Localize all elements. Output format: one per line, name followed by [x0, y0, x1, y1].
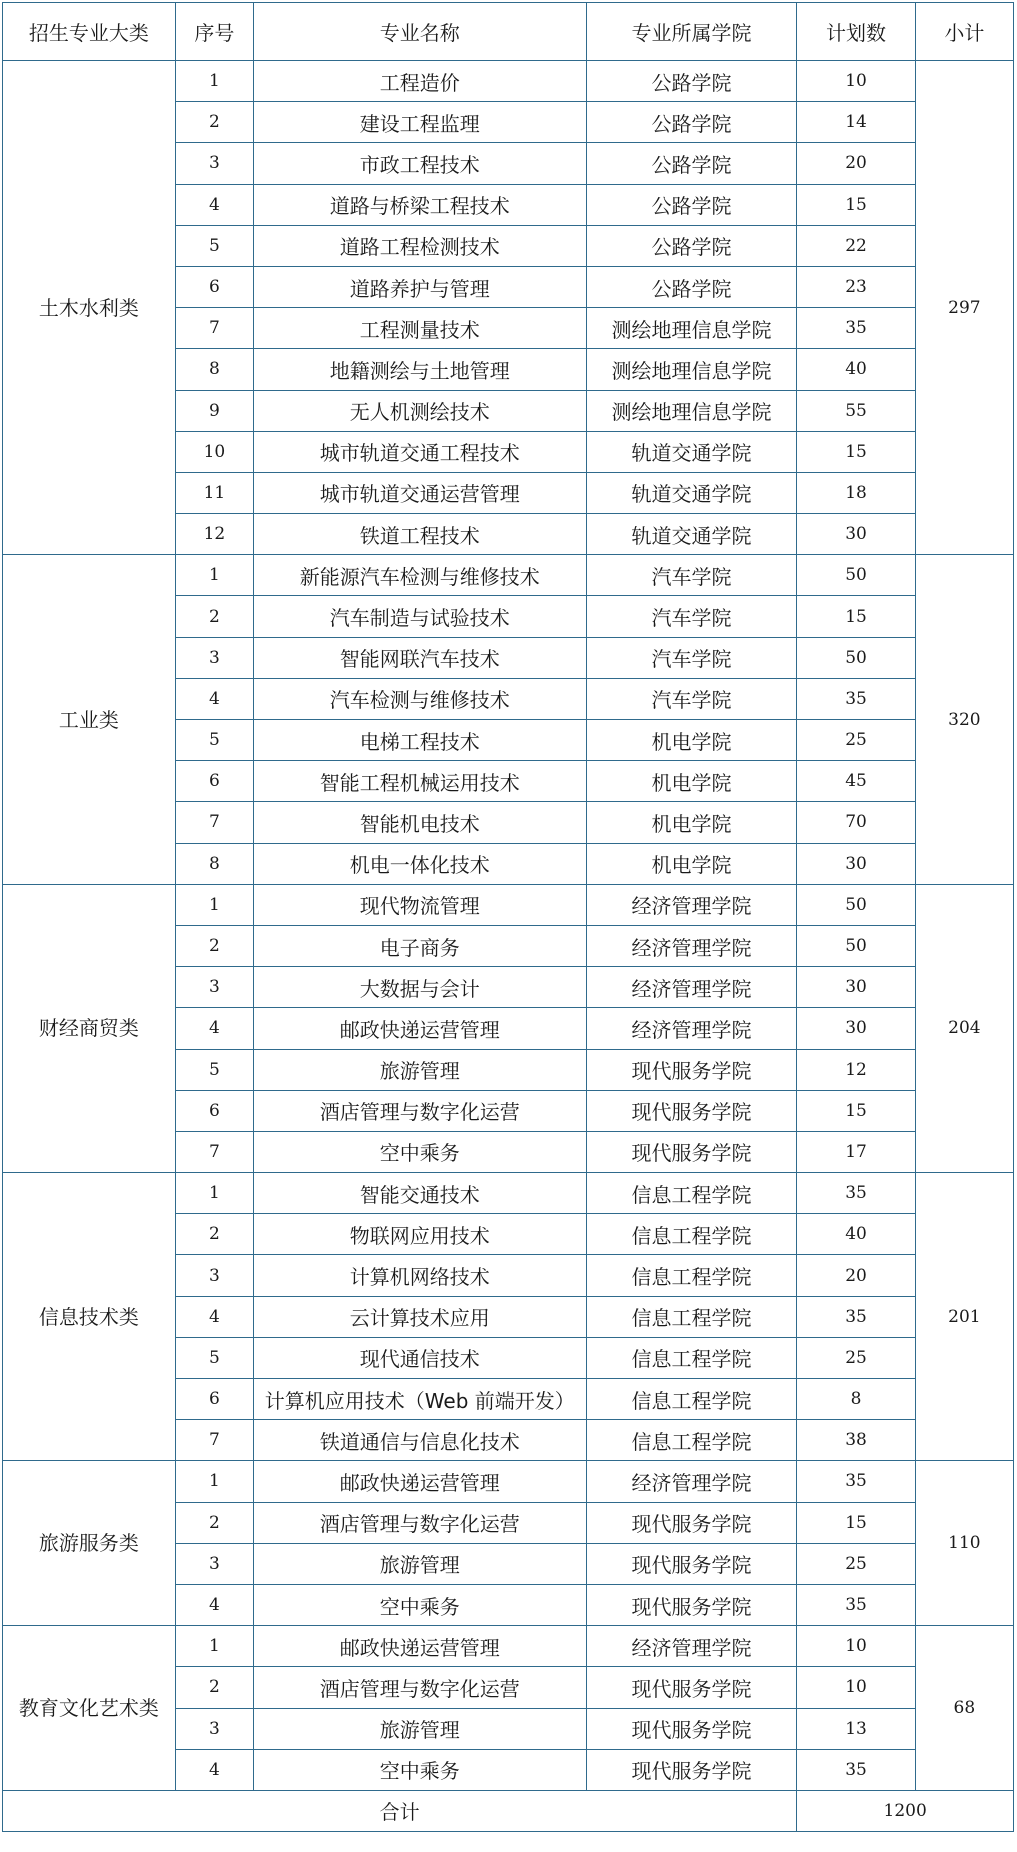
row-number: 5 [175, 225, 253, 266]
plan-count: 20 [797, 1255, 915, 1296]
college-name: 现代服务学院 [586, 1708, 797, 1749]
header-row [3, 3, 1014, 61]
plan-count: 10 [797, 1626, 915, 1667]
row-number: 11 [175, 472, 253, 513]
major-name: 酒店管理与数字化运营 [253, 1502, 586, 1543]
row-number: 7 [175, 1420, 253, 1461]
row-number: 10 [175, 431, 253, 472]
major-name: 旅游管理 [253, 1543, 586, 1584]
major-name: 城市轨道交通运营管理 [253, 472, 586, 513]
plan-count: 30 [797, 967, 915, 1008]
row-number: 3 [175, 637, 253, 678]
plan-count: 50 [797, 555, 915, 596]
major-name: 汽车制造与试验技术 [253, 596, 586, 637]
row-number: 4 [175, 184, 253, 225]
major-name: 机电一体化技术 [253, 843, 586, 884]
row-number: 1 [175, 555, 253, 596]
college-name: 汽车学院 [586, 596, 797, 637]
major-name: 邮政快递运营管理 [253, 1008, 586, 1049]
plan-count: 30 [797, 843, 915, 884]
category-cell: 信息技术类 [3, 1173, 176, 1461]
college-name: 公路学院 [586, 61, 797, 102]
row-number: 4 [175, 1584, 253, 1625]
major-name: 新能源汽车检测与维修技术 [253, 555, 586, 596]
college-name: 现代服务学院 [586, 1667, 797, 1708]
major-name: 电子商务 [253, 925, 586, 966]
major-name: 地籍测绘与土地管理 [253, 349, 586, 390]
college-name: 测绘地理信息学院 [586, 308, 797, 349]
college-name: 信息工程学院 [586, 1379, 797, 1420]
category-cell: 财经商贸类 [3, 884, 176, 1172]
college-name: 轨道交通学院 [586, 472, 797, 513]
plan-count: 10 [797, 1667, 915, 1708]
row-number: 1 [175, 61, 253, 102]
plan-count: 20 [797, 143, 915, 184]
college-name: 经济管理学院 [586, 1626, 797, 1667]
major-name: 建设工程监理 [253, 102, 586, 143]
total-row [3, 1790, 1014, 1831]
header-category: 招生专业大类 [3, 3, 176, 61]
row-number: 1 [175, 1461, 253, 1502]
table-row [3, 1626, 1014, 1667]
row-number: 9 [175, 390, 253, 431]
row-number: 3 [175, 143, 253, 184]
row-number: 6 [175, 1379, 253, 1420]
total-label: 合计 [3, 1790, 797, 1831]
plan-count: 40 [797, 349, 915, 390]
college-name: 信息工程学院 [586, 1337, 797, 1378]
row-number: 5 [175, 720, 253, 761]
plan-count: 35 [797, 308, 915, 349]
college-name: 经济管理学院 [586, 884, 797, 925]
row-number: 7 [175, 802, 253, 843]
plan-count: 8 [797, 1379, 915, 1420]
row-number: 8 [175, 843, 253, 884]
total-value: 1200 [797, 1790, 1014, 1831]
major-name: 道路与桥梁工程技术 [253, 184, 586, 225]
row-number: 6 [175, 266, 253, 307]
row-number: 6 [175, 1090, 253, 1131]
row-number: 2 [175, 1502, 253, 1543]
major-name: 智能工程机械运用技术 [253, 761, 586, 802]
plan-count: 30 [797, 514, 915, 555]
major-name: 铁道工程技术 [253, 514, 586, 555]
header-college: 专业所属学院 [586, 3, 797, 61]
major-name: 空中乘务 [253, 1584, 586, 1625]
college-name: 经济管理学院 [586, 1008, 797, 1049]
row-number: 2 [175, 596, 253, 637]
plan-count: 35 [797, 678, 915, 719]
table-row [3, 61, 1014, 102]
major-name: 邮政快递运营管理 [253, 1461, 586, 1502]
plan-count: 14 [797, 102, 915, 143]
college-name: 现代服务学院 [586, 1131, 797, 1172]
row-number: 5 [175, 1337, 253, 1378]
major-name: 旅游管理 [253, 1708, 586, 1749]
subtotal-cell: 68 [915, 1626, 1013, 1791]
plan-count: 25 [797, 1337, 915, 1378]
plan-count: 35 [797, 1749, 915, 1790]
subtotal-cell: 297 [915, 61, 1013, 555]
major-name: 道路工程检测技术 [253, 225, 586, 266]
row-number: 3 [175, 1255, 253, 1296]
header-plan-count: 计划数 [797, 3, 915, 61]
college-name: 公路学院 [586, 143, 797, 184]
major-name: 酒店管理与数字化运营 [253, 1667, 586, 1708]
college-name: 信息工程学院 [586, 1173, 797, 1214]
row-number: 4 [175, 1296, 253, 1337]
college-name: 现代服务学院 [586, 1049, 797, 1090]
row-number: 8 [175, 349, 253, 390]
college-name: 汽车学院 [586, 637, 797, 678]
college-name: 机电学院 [586, 761, 797, 802]
subtotal-cell: 204 [915, 884, 1013, 1172]
college-name: 信息工程学院 [586, 1420, 797, 1461]
major-name: 智能交通技术 [253, 1173, 586, 1214]
row-number: 7 [175, 308, 253, 349]
plan-count: 25 [797, 1543, 915, 1584]
college-name: 信息工程学院 [586, 1296, 797, 1337]
major-name: 空中乘务 [253, 1131, 586, 1172]
college-name: 现代服务学院 [586, 1090, 797, 1131]
plan-count: 13 [797, 1708, 915, 1749]
plan-count: 15 [797, 1502, 915, 1543]
college-name: 汽车学院 [586, 678, 797, 719]
major-name: 工程造价 [253, 61, 586, 102]
plan-count: 12 [797, 1049, 915, 1090]
college-name: 公路学院 [586, 225, 797, 266]
college-name: 轨道交通学院 [586, 514, 797, 555]
college-name: 机电学院 [586, 720, 797, 761]
plan-count: 18 [797, 472, 915, 513]
row-number: 2 [175, 102, 253, 143]
major-name: 计算机应用技术（Web 前端开发） [253, 1379, 586, 1420]
category-cell: 工业类 [3, 555, 176, 885]
plan-count: 15 [797, 1090, 915, 1131]
plan-count: 17 [797, 1131, 915, 1172]
subtotal-cell: 110 [915, 1461, 1013, 1626]
major-name: 邮政快递运营管理 [253, 1626, 586, 1667]
category-cell: 旅游服务类 [3, 1461, 176, 1626]
row-number: 4 [175, 1008, 253, 1049]
major-name: 工程测量技术 [253, 308, 586, 349]
table-row [3, 884, 1014, 925]
plan-count: 35 [797, 1296, 915, 1337]
row-number: 3 [175, 1708, 253, 1749]
row-number: 2 [175, 925, 253, 966]
row-number: 7 [175, 1131, 253, 1172]
plan-count: 25 [797, 720, 915, 761]
header-number: 序号 [175, 3, 253, 61]
major-name: 铁道通信与信息化技术 [253, 1420, 586, 1461]
plan-count: 35 [797, 1173, 915, 1214]
major-name: 计算机网络技术 [253, 1255, 586, 1296]
major-name: 大数据与会计 [253, 967, 586, 1008]
plan-count: 50 [797, 925, 915, 966]
header-major-name: 专业名称 [253, 3, 586, 61]
major-name: 智能机电技术 [253, 802, 586, 843]
college-name: 轨道交通学院 [586, 431, 797, 472]
college-name: 现代服务学院 [586, 1543, 797, 1584]
plan-count: 15 [797, 596, 915, 637]
category-cell: 土木水利类 [3, 61, 176, 555]
table-row [3, 1173, 1014, 1214]
college-name: 经济管理学院 [586, 925, 797, 966]
table-row [3, 555, 1014, 596]
plan-count: 23 [797, 266, 915, 307]
plan-count: 50 [797, 637, 915, 678]
row-number: 5 [175, 1049, 253, 1090]
major-name: 空中乘务 [253, 1749, 586, 1790]
subtotal-cell: 201 [915, 1173, 1013, 1461]
major-name: 云计算技术应用 [253, 1296, 586, 1337]
row-number: 2 [175, 1667, 253, 1708]
major-name: 无人机测绘技术 [253, 390, 586, 431]
college-name: 经济管理学院 [586, 967, 797, 1008]
major-name: 市政工程技术 [253, 143, 586, 184]
row-number: 1 [175, 1626, 253, 1667]
college-name: 经济管理学院 [586, 1461, 797, 1502]
major-name: 物联网应用技术 [253, 1214, 586, 1255]
enrollment-plan-table [2, 2, 1014, 1832]
plan-count: 45 [797, 761, 915, 802]
college-name: 公路学院 [586, 102, 797, 143]
row-number: 2 [175, 1214, 253, 1255]
row-number: 6 [175, 761, 253, 802]
plan-count: 55 [797, 390, 915, 431]
plan-count: 15 [797, 184, 915, 225]
plan-count: 38 [797, 1420, 915, 1461]
major-name: 城市轨道交通工程技术 [253, 431, 586, 472]
row-number: 1 [175, 884, 253, 925]
row-number: 3 [175, 1543, 253, 1584]
plan-count: 40 [797, 1214, 915, 1255]
table-row [3, 1461, 1014, 1502]
major-name: 汽车检测与维修技术 [253, 678, 586, 719]
major-name: 现代通信技术 [253, 1337, 586, 1378]
row-number: 1 [175, 1173, 253, 1214]
college-name: 汽车学院 [586, 555, 797, 596]
college-name: 公路学院 [586, 266, 797, 307]
major-name: 旅游管理 [253, 1049, 586, 1090]
major-name: 智能网联汽车技术 [253, 637, 586, 678]
college-name: 公路学院 [586, 184, 797, 225]
row-number: 4 [175, 1749, 253, 1790]
college-name: 现代服务学院 [586, 1749, 797, 1790]
row-number: 12 [175, 514, 253, 555]
plan-count: 70 [797, 802, 915, 843]
subtotal-cell: 320 [915, 555, 1013, 885]
major-name: 酒店管理与数字化运营 [253, 1090, 586, 1131]
college-name: 测绘地理信息学院 [586, 390, 797, 431]
plan-count: 10 [797, 61, 915, 102]
enrollment-plan-table-wrapper [2, 2, 1014, 1832]
plan-count: 35 [797, 1461, 915, 1502]
college-name: 信息工程学院 [586, 1214, 797, 1255]
plan-count: 50 [797, 884, 915, 925]
plan-count: 30 [797, 1008, 915, 1049]
college-name: 机电学院 [586, 843, 797, 884]
plan-count: 22 [797, 225, 915, 266]
college-name: 现代服务学院 [586, 1502, 797, 1543]
major-name: 电梯工程技术 [253, 720, 586, 761]
college-name: 机电学院 [586, 802, 797, 843]
category-cell: 教育文化艺术类 [3, 1626, 176, 1791]
plan-count: 35 [797, 1584, 915, 1625]
major-name: 道路养护与管理 [253, 266, 586, 307]
header-subtotal: 小计 [915, 3, 1013, 61]
plan-count: 15 [797, 431, 915, 472]
college-name: 信息工程学院 [586, 1255, 797, 1296]
major-name: 现代物流管理 [253, 884, 586, 925]
college-name: 测绘地理信息学院 [586, 349, 797, 390]
row-number: 4 [175, 678, 253, 719]
college-name: 现代服务学院 [586, 1584, 797, 1625]
row-number: 3 [175, 967, 253, 1008]
